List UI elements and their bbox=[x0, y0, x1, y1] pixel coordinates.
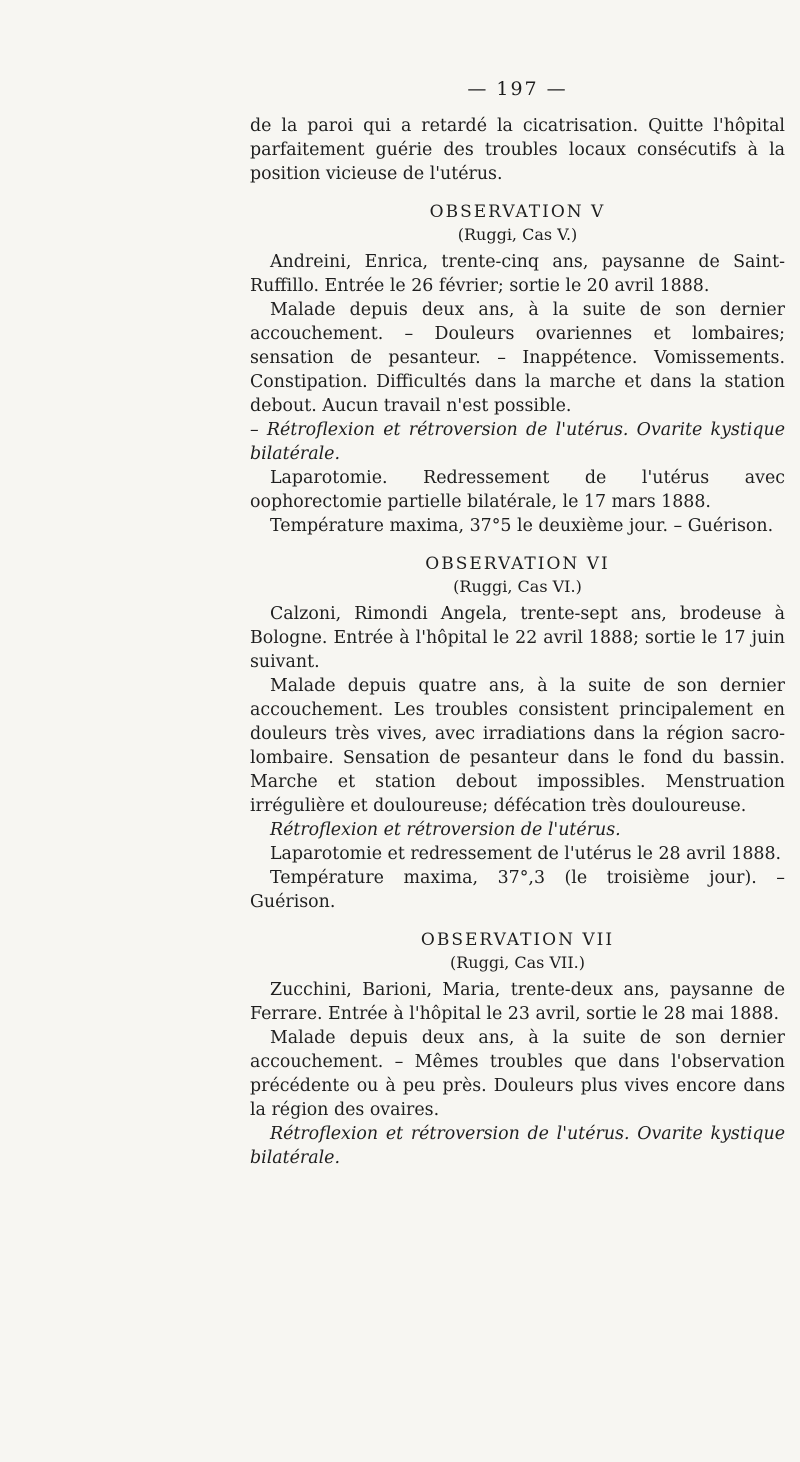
intro-paragraph: de la paroi qui a retardé la cicatrisation. Quitte l'hôpital parfaitement guérie des troubles locaux consécutifs à la position vicieuse de l'utérus. bbox=[250, 116, 785, 184]
text-column bbox=[250, 0, 785, 1170]
observation-6-operation: Laparotomie et redressement de l'utérus le 28 avril 1888. bbox=[270, 844, 782, 864]
observation-6-source: (Ruggi, Cas VI.) bbox=[453, 577, 582, 596]
observation-7-symptoms: Malade depuis deux ans, à la suite de son dernier accouchement. – Mêmes troubles que dans l'observation précédente ou à peu près. Douleurs plus vives encore dans la région des ovaires. bbox=[250, 1028, 785, 1120]
page-number: — 197 — bbox=[467, 78, 568, 100]
observation-5-source: (Ruggi, Cas V.) bbox=[457, 225, 578, 244]
observation-7-source: (Ruggi, Cas VII.) bbox=[450, 953, 585, 972]
observation-7-diagnosis: Rétroflexion et rétroversion de l'utérus. Ovarite kystique bilatérale. bbox=[250, 1124, 785, 1168]
observation-6-title: OBSERVATION VI bbox=[425, 554, 610, 574]
observation-5-symptoms: Malade depuis deux ans, à la suite de son dernier accouchement. – Douleurs ovariennes et lombaires; sensation de pesanteur. – Inappétence. Vomissements. Constipation. Difficultés dans la marche et dans la station debout. Aucun travail n'est possible. bbox=[250, 300, 785, 416]
observation-5-diagnosis: – Rétroflexion et rétroversion de l'utérus. Ovarite kystique bilatérale. bbox=[250, 420, 785, 464]
observation-7-title: OBSERVATION VII bbox=[420, 930, 615, 950]
observation-5-outcome: Température maxima, 37°5 le deuxième jour. – Guérison. bbox=[270, 516, 774, 536]
observation-6-diagnosis: Rétroflexion et rétroversion de l'utérus. bbox=[270, 820, 621, 840]
observation-6-outcome: Température maxima, 37°,3 (le troisième jour). – Guérison. bbox=[250, 868, 785, 912]
observation-5-patient: Andreini, Enrica, trente-cinq ans, paysanne de Saint-Ruffillo. Entrée le 26 février; sortie le 20 avril 1888. bbox=[250, 252, 785, 296]
observation-6-patient: Calzoni, Rimondi Angela, trente-sept ans, brodeuse à Bologne. Entrée à l'hôpital le 22 avril 1888; sortie le 17 juin suivant. bbox=[250, 604, 785, 672]
observation-5-operation: Laparotomie. Redressement de l'utérus avec oophorectomie partielle bilatérale, le 17 mars 1888. bbox=[250, 468, 785, 512]
observation-7-patient: Zucchini, Barioni, Maria, trente-deux ans, paysanne de Ferrare. Entrée à l'hôpital le 23 avril, sortie le 28 mai 1888. bbox=[250, 980, 785, 1024]
observation-5-title: OBSERVATION V bbox=[429, 202, 606, 222]
observation-6-symptoms: Malade depuis quatre ans, à la suite de son dernier accouchement. Les troubles consistent principalement en douleurs très vives, avec irradiations dans la région sacro-lombaire. Sensation de pesanteur dans le fond du bassin. Marche et station debout impossibles. Menstruation irrégulière et douloureuse; défécation très douloureuse. bbox=[250, 676, 785, 816]
